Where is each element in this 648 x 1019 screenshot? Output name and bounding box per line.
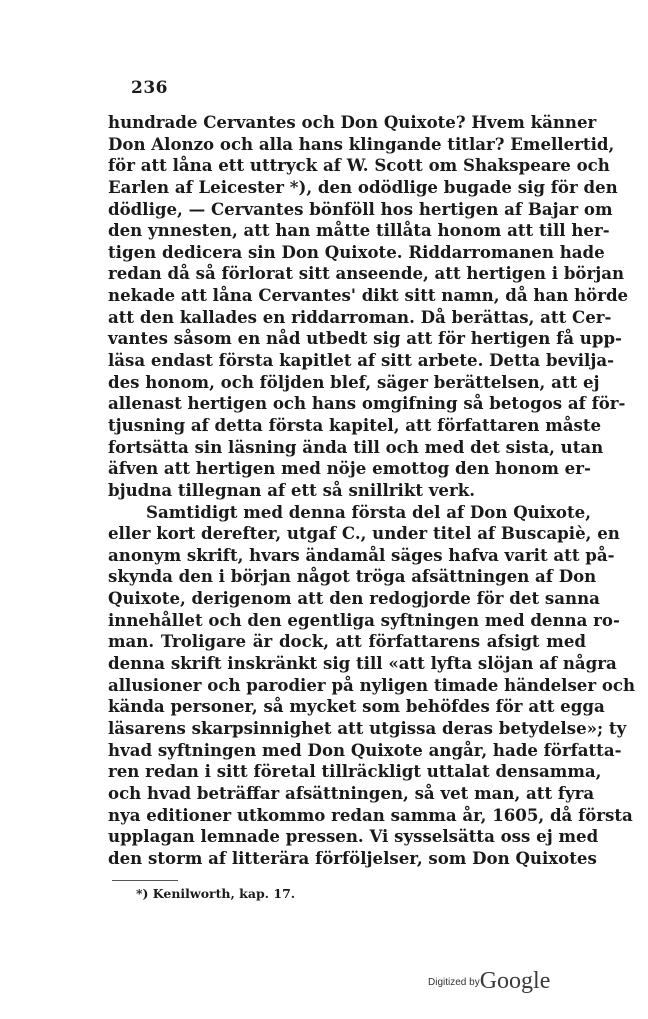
text-line: tigen dedicera sin Don Quixote. Riddarromanen hade bbox=[108, 241, 605, 262]
footnote-rule bbox=[112, 880, 178, 881]
text-line: den ynnesten, att han måtte tillåta honom att till her- bbox=[108, 220, 610, 241]
text-line: hvad syftningen med Don Quixote angår, hade författa- bbox=[108, 739, 622, 760]
text-line: Samtidigt med denna första del af Don Quixote, bbox=[146, 501, 592, 522]
text-line: och hvad beträffar afsättningen, så vet man, att fyra bbox=[108, 782, 595, 803]
text-line: ren redan i sitt företal tillräckligt uttalat densamma, bbox=[108, 761, 602, 782]
text-line: tjusning af detta första kapitel, att författaren måste bbox=[108, 414, 602, 435]
text-line: denna skrift inskränkt sig till «att lyfta slöjan af några bbox=[108, 653, 617, 674]
text-line: eller kort derefter, utgaf C., under titel af Buscapiè, en bbox=[108, 523, 620, 544]
footnote: *) Kenilworth, kap. 17. bbox=[136, 886, 296, 901]
text-line: bjudna tillegnan af ett så snillrikt verk. bbox=[108, 479, 475, 500]
text-line: för att låna ett uttryck af W. Scott om Shakspeare och bbox=[108, 155, 610, 176]
text-line: nya editioner utkommo redan samma år, 1605, då första bbox=[108, 804, 633, 825]
text-line: läsa endast första kapitlet af sitt arbete. Detta bevilja- bbox=[108, 350, 615, 371]
text-line: dödlige, — Cervantes bönföll hos hertigen af Bajar om bbox=[108, 198, 613, 219]
text-line: kända personer, så mycket som behöfdes för att egga bbox=[108, 696, 605, 717]
text-line: nekade att låna Cervantes' dikt sitt namn, då han hörde bbox=[108, 285, 629, 306]
body-text bbox=[108, 112, 636, 869]
text-line: Quixote, derigenom att den redogjorde för det sanna bbox=[108, 588, 600, 609]
text-line: den storm af litterära förföljelser, som Don Quixotes bbox=[108, 847, 597, 868]
text-line: vantes såsom en nåd utbedt sig att för hertigen få upp- bbox=[108, 328, 622, 349]
text-line: anonym skrift, hvars ändamål säges hafva varit att på- bbox=[108, 544, 615, 565]
text-line: allusioner och parodier på nyligen timade händelser och bbox=[108, 674, 636, 695]
text-line: allenast hertigen och hans omgifning så betogos af för- bbox=[108, 393, 626, 414]
page-number: 236 bbox=[131, 78, 168, 98]
watermark-prefix: Digitized by bbox=[428, 977, 480, 988]
text-line: des honom, och följden blef, säger berättelsen, att ej bbox=[108, 371, 600, 392]
text-line: innehållet och den egentliga syftningen med denna ro- bbox=[108, 609, 620, 630]
text-line: fortsätta sin läsning ända till och med det sista, utan bbox=[108, 436, 604, 457]
text-line: Don Alonzo och alla hans klingande titlar? Emellertid, bbox=[108, 133, 615, 154]
text-line: äfven att hertigen med nöje emottog den honom er- bbox=[108, 458, 591, 479]
text-line: hundrade Cervantes och Don Quixote? Hvem känner bbox=[108, 112, 597, 132]
text-line: man. Troligare är dock, att författarens afsigt med bbox=[108, 631, 586, 652]
watermark-brand: Google bbox=[479, 968, 551, 994]
text-line: att den kallades en riddarroman. Då berättas, att Cer- bbox=[108, 306, 612, 327]
text-line: skynda den i början något tröga afsättningen af Don bbox=[108, 566, 597, 587]
text-line: redan då så förlorat sitt anseende, att hertigen i början bbox=[108, 263, 625, 284]
digitized-by-watermark bbox=[428, 968, 550, 995]
text-line: Earlen af Leicester *), den odödlige bugade sig för den bbox=[108, 176, 618, 197]
text-line: läsarens skarpsinnighet att utgissa deras betydelse»; ty bbox=[108, 717, 627, 738]
text-line: upplagan lemnade pressen. Vi sysselsätta oss ej med bbox=[108, 826, 599, 847]
